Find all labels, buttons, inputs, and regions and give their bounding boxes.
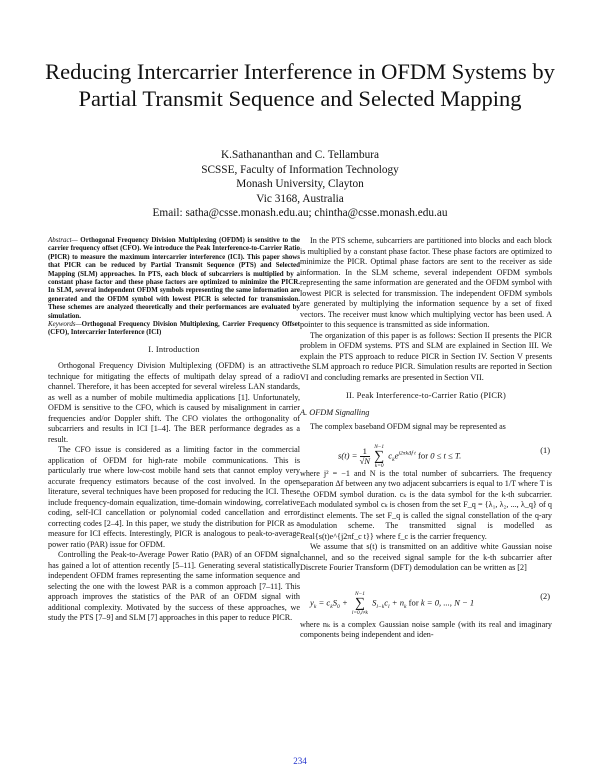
author-department: SCSSE, Faculty of Information Technology — [201, 163, 399, 176]
after-equation-1-paragraph: where j² = −1 and N is the total number of subcarriers. The frequency separation Δf between any two adjacent subcarriers is equal to 1/T where T is the OFDM symbol duration. cₖ is the data symbol for the k-th subcarrier. Each modulated symbol cₖ is chosen from the set F_q = {λ₁, λ₂, ..., λ_q} of q distinct elements. The set F_q is called the signal constellation of the q-ary modulation scheme. The transmitted signal is modelled as Real{s(t)e^{j2πf_c t}} where f_c is the carrier frequency. — [300, 468, 552, 541]
keywords — [48, 320, 300, 337]
author-email: Email: satha@csse.monash.edu.au; chintha@csse.monash.edu.au — [152, 207, 448, 220]
author-block — [100, 148, 500, 221]
author-university: Monash University, Clayton — [236, 178, 364, 191]
abstract-label: Abstract— — [48, 236, 78, 244]
left-column — [48, 236, 300, 624]
intro-paragraph-3: Controlling the Peak-to-Average Power Ratio (PAR) of an OFDM signal has gained a lot of attention recently [5–11]. Generating several statistically independent OFDM frames representing the same information sequence and selecting the one with the lowest PAR is a common approach [7–11]. This approach improves the statistics of the PAR of an OFDM signal with additional complexity. Motivated by the success of these approaches, we study the PTS [7–9] and SLM [7] approaches in this paper to reduce PICR. — [48, 550, 300, 623]
right-column — [300, 236, 552, 641]
equation-1-number: (1) — [540, 445, 550, 455]
author-names: K.Sathananthan and C. Tellambura — [220, 149, 380, 161]
page-number: 234 — [293, 756, 307, 766]
section-heading-introduction: I. Introduction — [148, 344, 200, 354]
paper-title: Reducing Intercarrier Interference in OFDM Systems by Partial Transmit Sequence and Selected Mapping — [45, 59, 555, 111]
equation-1 — [300, 436, 552, 469]
awgn-paragraph: We assume that s(t) is transmitted on an additive white Gaussian noise channel, and so the received signal sample for the k-th subcarrier after Discrete Fourier Transform (DFT) demodulation can be written as [2] — [300, 542, 552, 572]
intro-paragraph-2: The CFO issue is considered as a limiting factor in the commercial application of OFDM for high-rate mobile communications. This is particularly true where low-cost mobile hand sets that cannot employ very accurate frequency estimators because of the cost involved. In the open literature, several techniques have been proposed for reducing the ICI. These include frequency-domain equalization, time-domain windowing, correlative coding, self-ICI cancellation or polynomial coded cancellation and error correcting codes [2–4]. In this paper, we study the distribution for PICR as a measure for ICI effects. Interestingly, PICR is analogous to peak-to-average power ratio (PAR) issue for OFDM. — [48, 445, 300, 549]
pts-paragraph: In the PTS scheme, subcarriers are partitioned into blocks and each block is multiplied by a constant phase factor. These phase factors are optimized to minimize the PICR. Optimal phase factors are sent to the receiver as side information. In the SLM scheme, several independent OFDM symbols representing the same information are generated and the OFDM symbol with lowest PICR is selected for transmission. The independent OFDM symbols are generated by multiplying the information sequence by a set of fixed vectors. The receiver must know which multiplying vector has been used. A pointer to this sequence is transmitted as side information. — [300, 236, 552, 329]
intro-paragraph-1: Orthogonal Frequency Division Multiplexing (OFDM) is an attractive technique for mitigating the effects of multipath delay spread of a radio channel. Therefore, it has been accepted for several wireless LAN standards, as well as a number of mobile multimedia applications [1]. Unfortunately, OFDM is sensitive to the CFO, which is caused by misalignment in carrier frequencies and/or Doppler shift. The CFO violates the orthogonality of subcarriers and results in ICI [1–4]. The BER performance degrades as a result. — [48, 361, 300, 444]
keywords-label: Keywords— — [48, 320, 82, 329]
equation-2-expression: $y_k = c_kS_0$ + N−1 ∑ l=0,l≠k $S_{l-k}c_l + n_k$ for k = 0, ..., N − 1 — [310, 590, 475, 616]
equation-2-number: (2) — [540, 591, 550, 601]
section-heading-picr: II. Peak Interference-to-Carrier Ratio (PICR) — [346, 391, 506, 400]
abstract-text: Orthogonal Frequency Division Multiplexing (OFDM) is sensitive to the carrier frequency offset (CFO). We introduce the Peak Interference-to-Carrier Ratio (PICR) to measure the maximum intercarrier interference (ICI). This paper shows that PICR can be reduced by Partial Transmit Sequence (PTS) and Selected Mapping (SLM) approaches. In PTS, each block of subcarriers is multiplied by a constant phase factor and these phase factors are optimized to minimize the PICR. In SLM, several independent OFDM symbols representing the same information are generated and the OFDM symbol with lowest PICR is selected for transmission. These schemes are analyzed theoretically and their performances are evaluated by simulation. — [48, 236, 300, 320]
baseband-paragraph: The complex baseband OFDM signal may be represented as — [310, 422, 506, 431]
equation-2 — [300, 577, 552, 617]
abstract — [48, 236, 300, 320]
equation-1-expression: s(t) = $\frac{1}{√N}$ N−1 ∑ k=0 $c_ke^{j2\pi k\Delta f t}$ for 0 ≤ t ≤ T. — [338, 443, 462, 469]
author-address: Vic 3168, Australia — [256, 192, 344, 205]
organization-paragraph: The organization of this paper is as follows: Section II presents the PICR problem in OFDM systems. PTS and SLM are explained in Section III. We explain the PTS approach to reduce PICR in Section IV. Section V presents the SLM approach ro reduce PICR. Simulation results are reported in Section VI and concluding remarks are presented in Section VII. — [300, 330, 552, 382]
keywords-text: Orthogonal Frequency Division Multiplexing, Carrier Frequency Offset (CFO), Intercarrier Interference (ICI) — [48, 320, 300, 337]
noise-paragraph: where nₖ is a complex Gaussian noise sample (with its real and imaginary components being independent and iden- — [300, 619, 552, 639]
subsection-heading-ofdm-signalling: A. OFDM Signalling — [300, 407, 370, 417]
